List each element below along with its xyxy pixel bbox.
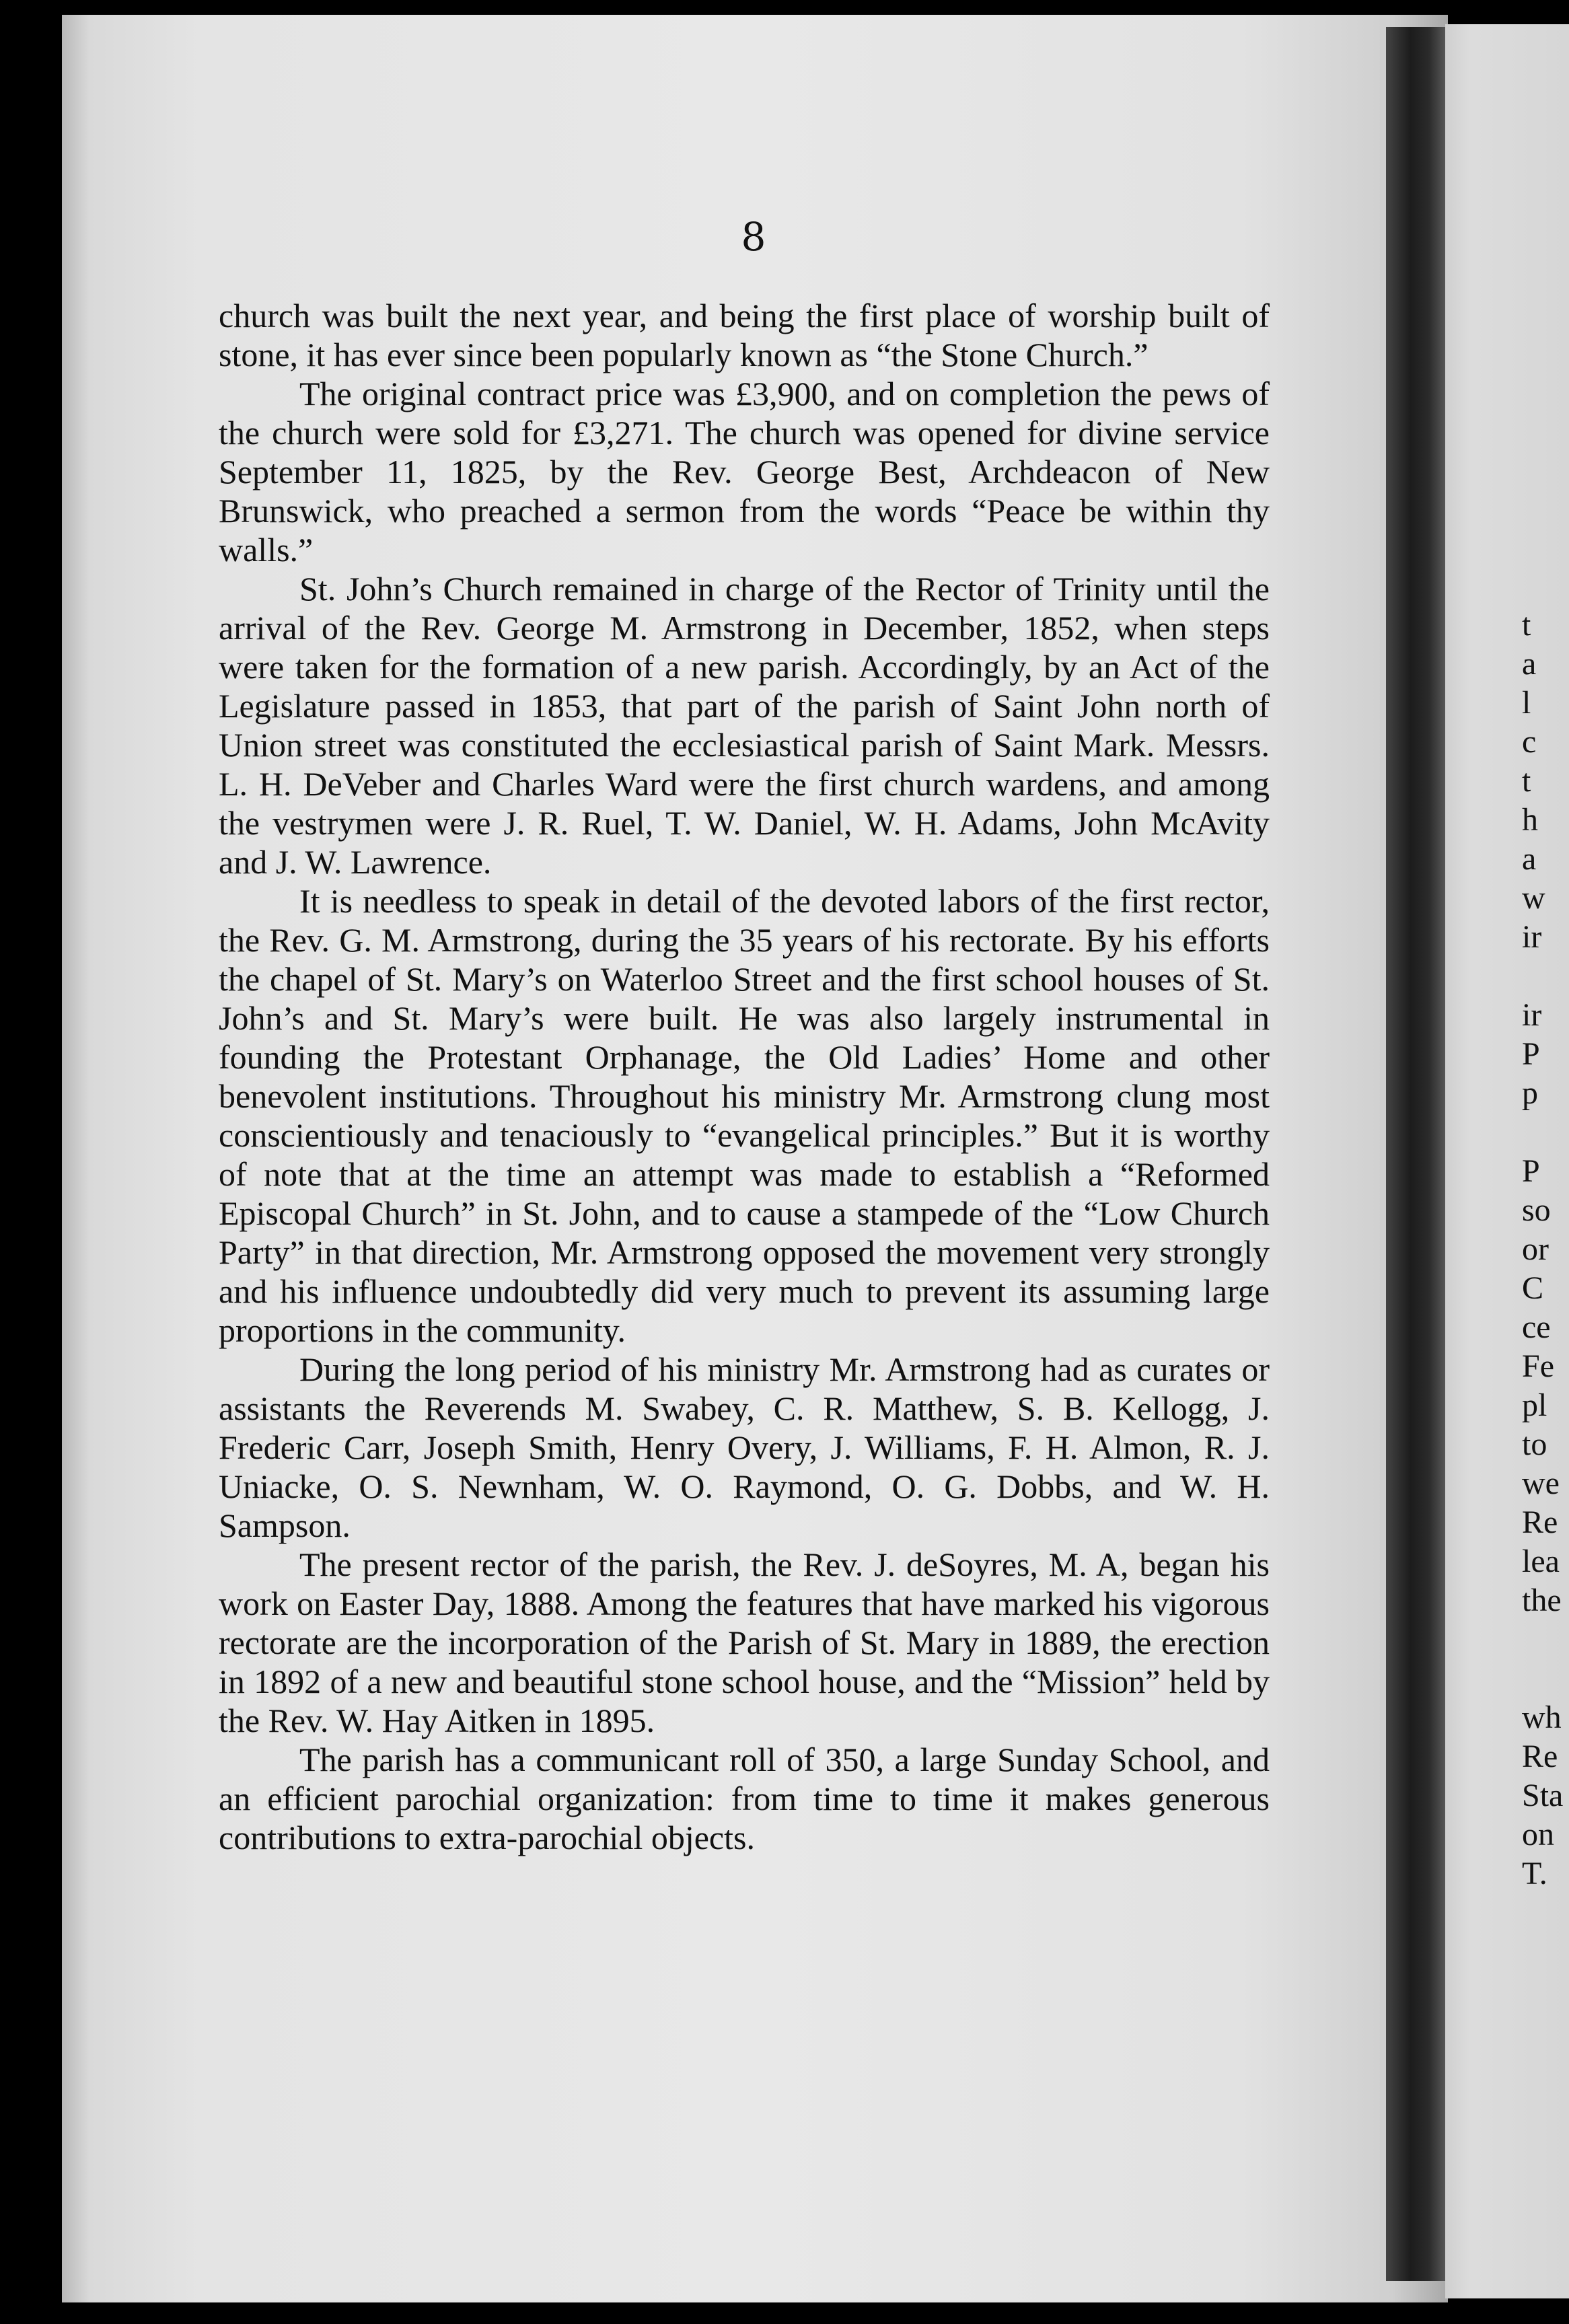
facing-page-fragment: ir <box>1522 997 1542 1033</box>
facing-page-fragment: lea <box>1522 1544 1560 1579</box>
facing-page-fragment: a <box>1522 646 1537 682</box>
facing-page-fragment: c <box>1522 724 1537 760</box>
book-spine-shadow <box>1386 27 1447 2281</box>
facing-page-fragment: p <box>1522 1075 1538 1111</box>
paragraph-6: The present rector of the parish, the Rev. J. deSoyres, M. A, began his work on Easter Day, 1888. Among the features that have marked his vigorous rectorate are the incorporation of the Parish of St. Mary in 1889, the erection in 1892 of a new and beautiful stone school house, and the “Mission” held by the Rev. W. Hay Aitken in 1895. <box>219 1546 1270 1739</box>
paragraph-1: church was built the next year, and being the first place of worship built of stone, it has ever since been popularly known as “the Stone Church.” <box>219 297 1270 373</box>
facing-page-fragment <box>1522 1659 1569 1698</box>
facing-page-fragment <box>1522 1113 1569 1152</box>
facing-page-fragment: h <box>1522 802 1538 838</box>
facing-page-fragment: we <box>1522 1465 1560 1501</box>
facing-page-fragment: t <box>1522 763 1531 799</box>
paragraph-2: The original contract price was £3,900, and on completion the pews of the church were sold for £3,271. The church was opened for divine service September 11, 1825, by the Rev. George Best, Archdeacon of New Brunswick, who preached a sermon from the words “Peace be within thy walls.” <box>219 375 1270 569</box>
facing-page-fragment: l <box>1522 685 1531 721</box>
facing-page-fragment: a <box>1522 841 1537 877</box>
facing-page-fragment: or <box>1522 1231 1549 1267</box>
body-text <box>219 296 1270 1857</box>
facing-page-fragment: Re <box>1522 1739 1558 1774</box>
facing-page-fragment: pl <box>1522 1387 1547 1423</box>
facing-page-fragment: to <box>1522 1426 1547 1462</box>
facing-page-fragment: Re <box>1522 1504 1558 1540</box>
facing-page-fragment: Fe <box>1522 1348 1554 1384</box>
facing-page-fragment: w <box>1522 880 1545 916</box>
facing-page-fragment: Sta <box>1522 1778 1564 1813</box>
facing-page-fragment: on <box>1522 1817 1554 1852</box>
facing-page-fragment: P <box>1522 1153 1540 1189</box>
paragraph-3: St. John’s Church remained in charge of the Rector of Trinity until the arrival of the Rev. George M. Armstrong in December, 1852, when steps were taken for the formation of a new parish. Accordingly, by an Act of the Legislature passed in 1853, that part of the parish of Saint John north of Union street was constituted the ecclesiastical parish of Saint Mark. Messrs. L. H. DeVeber and Charles Ward were the first church wardens, and among the vestrymen were J. R. Ruel, T. W. Daniel, W. H. Adams, John McAvity and J. W. Lawrence. <box>219 570 1270 881</box>
page-number: 8 <box>741 214 766 260</box>
facing-page-fragment <box>1522 957 1569 996</box>
facing-page-fragment: wh <box>1522 1700 1562 1735</box>
facing-page-text-fragments <box>1522 606 1569 1893</box>
paragraph-4: It is needless to speak in detail of the devoted labors of the first rector, the Rev. G. M. Armstrong, during the 35 years of his rectorate. By his efforts the chapel of St. Mary’s on Waterloo Street and the first school houses of St. John’s and St. Mary’s were built. He was also largely instrumental in founding the Protestant Orphanage, the Old Ladies’ Home and other benevolent institutions. Throughout his ministry Mr. Armstrong clung most conscientiously and tenaciously to “evangelical principles.” But it is worthy of note that at the time an attempt was made to establish a “Reformed Episcopal Church” in St. John, and to cause a stampede of the “Low Church Party” in that direction, Mr. Armstrong opposed the movement very strongly and his influence undoubtedly did very much to prevent its assuming large proportions in the community. <box>219 882 1270 1349</box>
facing-page-fragment: C <box>1522 1270 1544 1306</box>
facing-page-fragment: t <box>1522 607 1531 643</box>
facing-page-fragment: ce <box>1522 1309 1551 1345</box>
facing-page-fragment <box>1522 1620 1569 1659</box>
facing-page-fragment: so <box>1522 1192 1551 1228</box>
paragraph-5: During the long period of his ministry Mr. Armstrong had as curates or assistants the Reverends M. Swabey, C. R. Matthew, S. B. Kellogg, J. Frederic Carr, Joseph Smith, Henry Overy, J. Williams, F. H. Almon, R. J. Uniacke, O. S. Newnham, W. O. Raymond, O. G. Dobbs, and W. H. Sampson. <box>219 1350 1270 1544</box>
facing-page-fragment: P <box>1522 1036 1540 1072</box>
facing-page-fragment: T. <box>1522 1856 1547 1891</box>
facing-page-fragment: ir <box>1522 919 1542 955</box>
paragraph-7: The parish has a communicant roll of 350, a large Sunday School, and an efficient parochial organization: from time to time it makes generous contributions to extra-parochial objects. <box>219 1741 1270 1856</box>
facing-page-fragment: the <box>1522 1583 1562 1618</box>
